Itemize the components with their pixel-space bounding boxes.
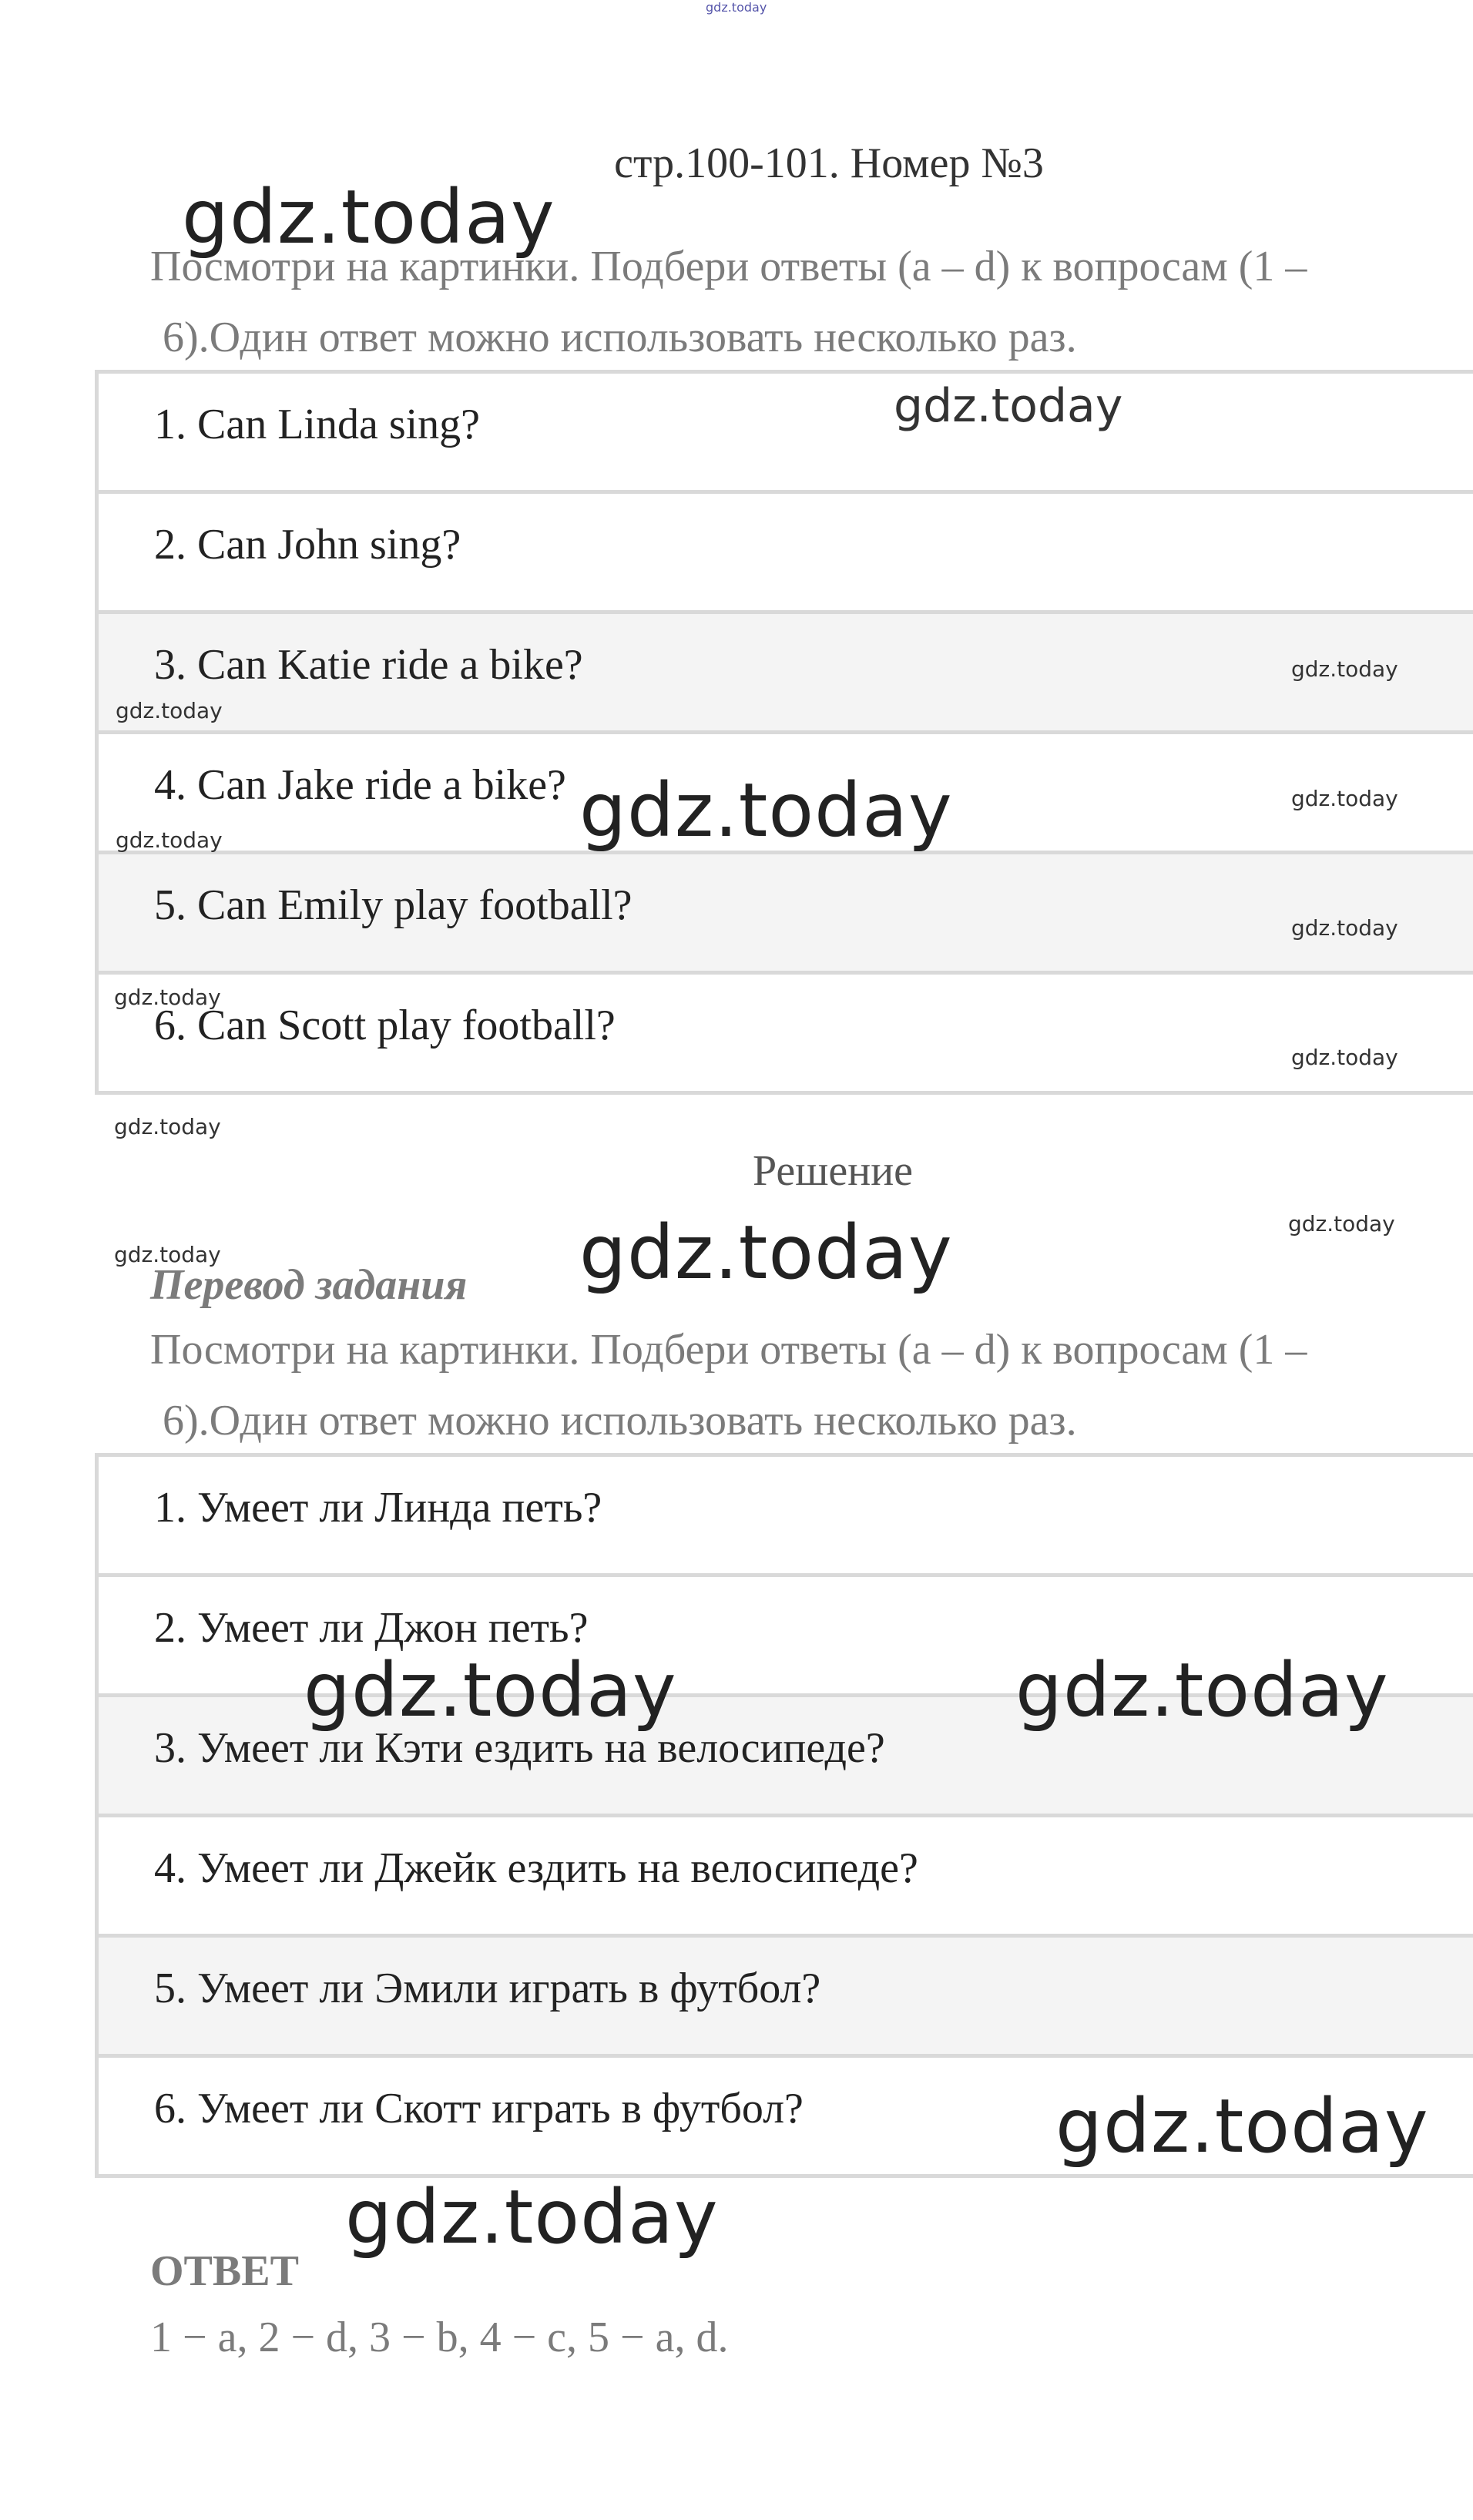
table-row: 3. Умеет ли Кэти ездить на велосипеде? (99, 1697, 1473, 1817)
translation-instruction (150, 1314, 1414, 1456)
watermark: gdz.today (116, 827, 223, 853)
table-row: 6. Умеет ли Скотт играть в футбол? (99, 2058, 1473, 2178)
watermark: gdz.today (345, 2174, 719, 2260)
watermark: gdz.today (1291, 915, 1398, 941)
watermark: gdz.today (1291, 786, 1398, 811)
watermark: gdz.today (1291, 656, 1398, 682)
table-row: 5. Can Emily play football? (99, 854, 1473, 975)
watermark: gdz.today (304, 1647, 677, 1733)
watermark: gdz.today (116, 698, 223, 723)
watermark: gdz.today (1288, 1211, 1395, 1237)
watermark: gdz.today (1015, 1647, 1389, 1733)
watermark: gdz.today (182, 174, 555, 260)
table-row: 4. Can Jake ride a bike? (99, 734, 1473, 854)
watermark: gdz.today (894, 379, 1123, 433)
page-title: стр.100-101. Номер №3 (614, 139, 1044, 187)
translation-instruction-line-2: 6).Один ответ можно использовать несколько раз. (163, 1397, 1077, 1445)
table-row: 3. Can Katie ride a bike? (99, 614, 1473, 734)
translation-table (95, 1453, 1473, 2178)
table-row: 1. Can Linda sing? (99, 374, 1473, 494)
watermark: gdz.today (579, 767, 953, 854)
watermark: gdz.today (1055, 2083, 1429, 2169)
table-row: 5. Умеет ли Эмили играть в футбол? (99, 1938, 1473, 2058)
table-row: 6. Can Scott play football? (99, 975, 1473, 1095)
instruction-line-2: 6).Один ответ можно использовать несколько раз. (163, 314, 1077, 361)
questions-table (95, 370, 1473, 1095)
solution-heading: Решение (752, 1147, 914, 1195)
table-row: 2. Умеет ли Джон петь? (99, 1577, 1473, 1697)
translation-heading: Перевод задания (150, 1261, 468, 1309)
watermark: gdz.today (579, 1210, 953, 1296)
answer-heading: ОТВЕТ (150, 2247, 299, 2295)
table-row: 4. Умеет ли Джейк ездить на велосипеде? (99, 1817, 1473, 1938)
table-row: 2. Can John sing? (99, 494, 1473, 614)
watermark: gdz.today (706, 0, 767, 15)
watermark: gdz.today (114, 985, 221, 1010)
watermark: gdz.today (1291, 1045, 1398, 1070)
translation-instruction-line-1: Посмотри на картинки. Подбери ответы (a – d) к вопросам (1 – (150, 1326, 1307, 1374)
answer-text: 1 − a, 2 − d, 3 − b, 4 − c, 5 − a, d. (150, 2314, 729, 2361)
instruction-line-1: Посмотри на картинки. Подбери ответы (a – d) к вопросам (1 – (150, 243, 1307, 290)
table-row: 1. Умеет ли Линда петь? (99, 1457, 1473, 1577)
watermark: gdz.today (114, 1114, 221, 1139)
watermark: gdz.today (114, 1242, 221, 1267)
